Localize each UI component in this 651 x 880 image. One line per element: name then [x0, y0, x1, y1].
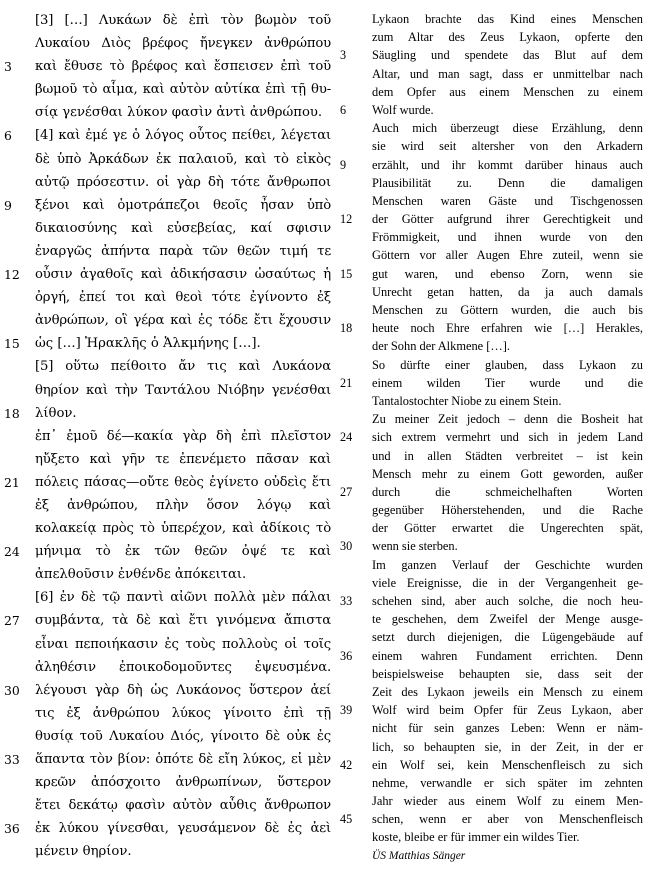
text-line [332, 428, 647, 446]
line-number [0, 101, 35, 124]
line-text: ein Wolf sei, kein Menschenfleisch zu sich [372, 757, 643, 772]
line-text: πόλεις πάσας—οὔτε θεὸς ἐγίνετο οὐδεὶς ἔτι [35, 474, 331, 490]
text-line [332, 137, 647, 155]
line-text: ἐπ᾽ ἐμοῦ δέ—κακία γὰρ δὴ ἐπὶ πλεῖστον [35, 428, 331, 444]
line-text: Λυκαίου Διὸς βρέφος ἤνεγκεν ἀνθρώπου [35, 36, 331, 52]
line-text: ἐναργῶς ἀπήντα παρὰ τῶν θεῶν τιμή τε [35, 243, 331, 259]
line-text: [4] καὶ ἐμέ γε ὁ λόγος οὗτος πείθει, λέγεται [35, 128, 331, 144]
line-number [332, 137, 372, 155]
line-number [0, 633, 35, 656]
line-text: Tantalostochter Niobe zu einem Stein. [372, 393, 562, 408]
line-text: lich, so behaupten sie, in der Zeit, in der er [372, 739, 643, 754]
text-line [332, 447, 647, 465]
text-line [0, 563, 332, 586]
line-number [0, 379, 35, 402]
line-text: Plausibilität zu. Denn die damaligen [372, 175, 643, 190]
line-number [332, 665, 372, 683]
line-text: schen, wenn er aber von Menschenfleisch [372, 812, 643, 827]
line-text: δὲ ὑπὸ Ἀρκάδων ἐκ παλαιοῦ, καὶ τὸ εἰκὸς [35, 151, 331, 167]
text-line [332, 665, 647, 683]
text-line [0, 609, 332, 632]
text-line [0, 171, 332, 194]
line-text: der Götter erwartet die Ungerechten spät, [372, 521, 643, 536]
line-text: βωμοῦ τὸ αἷμα, καὶ αὐτὸν αὐτίκα ἐπὶ τῇ θυ- [35, 82, 331, 98]
line-number: 12 [340, 212, 353, 227]
line-text: καὶ ἔθυσε τὸ βρέφος καὶ ἔσπεισεν ἐπὶ τοῦ [35, 59, 331, 75]
line-text: [3] […] Λυκάων δὲ ἐπὶ τὸν βωμὸν τοῦ [35, 13, 331, 28]
line-number: 24 [4, 544, 20, 560]
line-text: ἐκ λύκου γίνεσθαι, γευσάμενον δὲ ἐς ἀεὶ [35, 821, 331, 837]
text-line [332, 210, 647, 228]
line-number [0, 240, 35, 263]
text-line [0, 263, 332, 286]
text-line [0, 517, 332, 540]
line-number [332, 628, 372, 646]
text-line [332, 119, 647, 137]
line-text: te geschehen, dem Zweifel der Menge ausge- [372, 612, 643, 627]
text-line [0, 240, 332, 263]
line-number: 36 [340, 648, 353, 663]
line-text: Säugling und spendete das Blut auf dem [372, 48, 643, 63]
text-line [0, 32, 332, 55]
line-text: zum Altar des Zeus Lykaon, opferte den [372, 30, 643, 45]
text-line [332, 610, 647, 628]
line-text: erzählt, und ihr kommt darüber hinaus auch [372, 157, 643, 172]
line-text: der Sohn der Alkmene […]. [372, 339, 510, 354]
line-number: 3 [4, 59, 12, 75]
text-line [332, 337, 647, 355]
text-line [332, 701, 647, 719]
line-text: ἔτει δεκάτῳ φασὶν αὐτὸν αὖθις ἄνθρωπον [35, 798, 331, 814]
line-number: 12 [4, 267, 20, 283]
line-number: 9 [4, 197, 12, 213]
line-text: So dürfte einer glauben, dass Lykaon zu [372, 357, 643, 372]
line-number: 21 [340, 375, 353, 390]
line-number [332, 337, 372, 355]
line-text: Göttern vor aller Augen Ehre zuteil, wenn sie [372, 248, 643, 263]
line-number [332, 283, 372, 301]
text-line [332, 628, 647, 646]
text-line [332, 174, 647, 192]
line-text: τις ἐξ ἀνθρώπου λύκος γίνοιτο ἐπὶ τῇ [35, 705, 331, 721]
text-line [0, 55, 332, 78]
line-number: 42 [340, 757, 353, 772]
line-text: Wolf wurde. [372, 102, 434, 117]
text-line [332, 683, 647, 701]
text-line [332, 246, 647, 264]
text-line [332, 228, 647, 246]
line-number [0, 702, 35, 725]
line-number [0, 148, 35, 171]
translator-credit: ÜS Matthias Sänger [372, 849, 466, 862]
line-text: Frömmigkeit, und ihnen wurde von den [372, 230, 643, 245]
line-text: koste, bleibe er für immer ein wildes Tier. [372, 830, 580, 845]
line-number [0, 771, 35, 794]
text-line [332, 46, 647, 64]
text-line [332, 719, 647, 737]
line-text: Menschen zu Göttern wurden, die auch bis [372, 303, 643, 317]
line-text: Im ganzen Verlauf der Geschichte wurden [372, 557, 643, 572]
line-text: ἐξ ἀνθρώπου, πλὴν ὅσον λόγῳ καὶ [35, 497, 331, 513]
line-number [332, 10, 372, 28]
line-number [332, 719, 372, 737]
line-number [332, 828, 372, 846]
text-line [332, 356, 647, 374]
line-number [0, 725, 35, 748]
line-text: der Götter aufgrund ihrer Gerechtigkeit und [372, 212, 643, 227]
text-line [332, 647, 647, 665]
line-number [332, 738, 372, 756]
text-line [0, 402, 332, 425]
line-number [332, 610, 372, 628]
line-number [332, 119, 372, 137]
text-line [332, 556, 647, 574]
text-line [332, 828, 647, 846]
line-number [332, 192, 372, 210]
text-line [332, 301, 647, 319]
line-text: κρεῶν ἀπόσχοιτο ἀνθρωπίνων, ὕστερον [35, 775, 331, 791]
line-number [0, 794, 35, 817]
text-line [332, 810, 647, 828]
line-number [332, 574, 372, 592]
line-text: ὡς […] Ἡρακλῆς ὁ Ἀλκμήνης […]. [35, 336, 261, 352]
line-number [0, 217, 35, 240]
text-line [332, 101, 647, 119]
text-line [332, 592, 647, 610]
text-line [0, 379, 332, 402]
line-number [332, 356, 372, 374]
line-number [0, 309, 35, 332]
line-text: sich extrem vermehrt und sich in jedem Land [372, 430, 643, 445]
line-number [0, 9, 35, 32]
line-text: ἀληθέσιν ἐποικοδομοῦντες ἐψευσμένα. [35, 659, 331, 675]
text-line [0, 425, 332, 448]
line-number: 33 [340, 594, 353, 608]
text-line [0, 725, 332, 748]
text-line [0, 194, 332, 217]
line-number [0, 286, 35, 309]
line-text: ἀπελθοῦσιν ἐνθένδε ἀπόκειται. [35, 567, 247, 583]
line-text: οὖσιν ἀγαθοῖς καὶ ἀδικήσασιν ὡσαύτως ἡ [35, 267, 331, 283]
text-line [0, 148, 332, 171]
line-number: 3 [340, 48, 347, 63]
text-line [0, 794, 332, 817]
line-text: wenn sie sterben. [372, 539, 458, 554]
line-text: μένειν θηρίον. [35, 844, 132, 860]
line-number [0, 656, 35, 679]
line-text: viele Ereignisse, die in der Vergangenheit ge- [372, 575, 643, 590]
text-line [0, 217, 332, 240]
text-line [0, 656, 332, 679]
line-number [0, 78, 35, 101]
line-number: 24 [340, 430, 353, 445]
text-line [0, 771, 332, 794]
text-line [0, 448, 332, 471]
line-text: gut waren, und ebenso Zorn, wenn sie [372, 266, 643, 281]
line-number [332, 174, 372, 192]
line-number: 18 [4, 405, 20, 421]
line-text: ἀνθρώπων, οἳ γέρα καὶ ἐς τόδε ἔτι ἔχουσιν [35, 313, 331, 329]
line-text: Wolf wird beim Opfer für Zeus Lykaon, aber [372, 703, 643, 718]
text-line [332, 574, 647, 592]
line-number [332, 301, 372, 319]
text-line [0, 679, 332, 702]
line-text: Menschen waren Gäste und Tischgenossen [372, 193, 643, 208]
text-line [0, 124, 332, 147]
text-line [332, 774, 647, 792]
line-number [332, 447, 372, 465]
line-text: schehen sind, aber auch solche, die noch heu- [372, 594, 643, 608]
text-line [332, 738, 647, 756]
line-number [332, 501, 372, 519]
line-text: und in allen Städten verbreitet – ist kein [372, 448, 643, 463]
text-line [0, 309, 332, 332]
line-number [332, 28, 372, 46]
line-text: μήνιμα τὸ ἐκ τῶν θεῶν ὀψέ τε καὶ [35, 544, 331, 560]
text-line [332, 519, 647, 537]
text-line [0, 840, 332, 863]
line-number [0, 494, 35, 517]
line-text: Jahr wieder aus einem Wolf zu einem Men- [372, 794, 643, 809]
line-number: 6 [340, 102, 347, 117]
line-number [332, 556, 372, 574]
line-text: συμβάντα, τὰ δὲ καὶ ἔτι γινόμενα ἄπιστα [35, 613, 331, 629]
line-text: sie wird seit altersher von den Arkadern [372, 139, 643, 154]
line-text: Auch mich überzeugt diese Erzählung, denn [372, 121, 643, 136]
line-number: 30 [4, 682, 20, 698]
text-line [332, 374, 647, 392]
line-text: setzt durch diejenigen, die Lügengebäude auf [372, 630, 643, 645]
line-number [332, 228, 372, 246]
text-line [332, 483, 647, 501]
line-number [332, 83, 372, 101]
line-text: [6] ἐν δὲ τῷ παντὶ αἰῶνι πολλὰ μὲν πάλαι [35, 590, 331, 606]
line-text: θηρίον καὶ τὴν Ταντάλου Νιόβην γενέσθαι [35, 382, 331, 398]
line-number: 21 [4, 474, 20, 490]
text-line [0, 586, 332, 609]
text-line [0, 494, 332, 517]
line-number [332, 392, 372, 410]
line-text: ἅπαντα τὸν βίον: ὁπότε δὲ εἴη λύκος, εἰ μὲν [35, 752, 331, 767]
line-number: 9 [340, 157, 347, 172]
line-text: dem Opfer aus einem Menschen zu einem [372, 84, 643, 99]
line-text: nicht für sein ganzes Leben: Wenn er näm- [372, 721, 643, 736]
text-line [332, 537, 647, 555]
german-translation-column [332, 0, 647, 864]
line-text: Zeit des Lykaon jeweils ein Mensch zu einem [372, 684, 643, 699]
line-number [332, 465, 372, 483]
line-text: heute noch Ehre erfahren wie […] Herakles, [372, 321, 643, 336]
text-line [332, 392, 647, 410]
text-line [0, 748, 332, 771]
text-line [0, 540, 332, 563]
line-number: 33 [4, 752, 20, 767]
line-number [0, 448, 35, 471]
line-number: 39 [340, 703, 353, 718]
line-text: κολακείᾳ πρὸς τὸ ὑπερέχον, καὶ ἀδίκοις τὸ [35, 521, 331, 537]
line-number: 30 [340, 539, 353, 554]
line-text: Unrecht getan hatten, da ja auch damals [372, 284, 643, 299]
line-text: beispielsweise behaupten sie, dass seit der [372, 666, 643, 681]
line-number [0, 563, 35, 586]
line-number [332, 792, 372, 810]
text-line [0, 9, 332, 32]
text-line [332, 192, 647, 210]
text-line [332, 65, 647, 83]
text-line [0, 332, 332, 355]
line-text: σίᾳ γενέσθαι λύκον φασὶν ἀντὶ ἀνθρώπου. [35, 105, 323, 121]
line-text: nehme, verwandle er sich später im zehnten [372, 775, 643, 790]
line-text: ὀργή, ἐπεί τοι καὶ θεοὶ τότε ἐγίνοντο ἐξ [35, 290, 331, 306]
line-text: einem wilden Tier wurde und die [372, 375, 643, 390]
text-line [332, 10, 647, 28]
text-line [0, 817, 332, 840]
text-line [332, 83, 647, 101]
line-number [332, 65, 372, 83]
text-line [332, 792, 647, 810]
text-line [332, 756, 647, 774]
line-text: Lykaon brachte das Kind eines Menschen [372, 12, 643, 26]
line-text: θυσίᾳ τοῦ Λυκαίου Διός, γίνοιτο δὲ οὐκ ἐς [35, 728, 331, 744]
line-text: Mensch mehr zu einem Gott geworden, außer [372, 466, 643, 481]
line-text: durch die schmeichelhaften Worten [372, 484, 643, 499]
line-text: λέγουσι γὰρ δὴ ὡς Λυκάονος ὕστερον ἀεί [35, 682, 331, 698]
line-number [0, 355, 35, 378]
line-number [0, 517, 35, 540]
text-line [0, 286, 332, 309]
line-number: 45 [340, 812, 353, 827]
text-line [332, 265, 647, 283]
text-line [0, 702, 332, 725]
line-number [332, 683, 372, 701]
line-number [0, 840, 35, 863]
line-text: Altar, und man sagt, dass er unmittelbar nach [372, 66, 643, 81]
line-text: ξένοι καὶ ὁμοτράπεζοι θεοῖς ἦσαν ὑπὸ [35, 197, 331, 213]
text-line [332, 283, 647, 301]
line-text: αὐτῷ πρόσεστιν. οἱ γὰρ δὴ τότε ἄνθρωποι [35, 174, 331, 190]
line-text: δικαιοσύνης καὶ εὐσεβείας, καί σφισιν [35, 220, 331, 236]
text-line [332, 28, 647, 46]
line-number: 27 [340, 484, 353, 499]
text-line [332, 465, 647, 483]
line-text: einem wahren Fundament errichten. Denn [372, 648, 643, 663]
line-number: 15 [4, 336, 20, 352]
line-text: [5] οὕτω πείθοιτο ἄν τις καὶ Λυκάονα [35, 359, 331, 375]
text-line [0, 355, 332, 378]
text-line [332, 501, 647, 519]
text-line [0, 101, 332, 124]
text-line [332, 410, 647, 428]
text-line [0, 471, 332, 494]
text-line [0, 633, 332, 656]
line-number [332, 410, 372, 428]
line-number [0, 32, 35, 55]
line-number: 15 [340, 266, 353, 281]
line-number: 6 [4, 128, 12, 144]
line-text: Zu meiner Zeit jedoch – denn die Bosheit hat [372, 412, 643, 427]
line-text: λίθον. [35, 405, 77, 421]
line-text: gegenüber Höherstehenden, und die Rache [372, 503, 643, 518]
line-number [0, 425, 35, 448]
line-number [332, 774, 372, 792]
line-number: 36 [4, 821, 20, 837]
line-text: ηὔξετο καὶ γῆν τε ἐπενέμετο πᾶσαν καὶ [35, 451, 331, 467]
text-line [0, 78, 332, 101]
line-number: 18 [340, 321, 353, 336]
line-number [0, 171, 35, 194]
text-line [332, 156, 647, 174]
line-number: 27 [4, 613, 20, 629]
line-number [332, 519, 372, 537]
line-number [332, 246, 372, 264]
line-number [0, 586, 35, 609]
line-text: εἶναι πεποιήκασιν ἐς τοὺς πολλοὺς οἱ τοῖς [35, 636, 331, 652]
text-line [332, 319, 647, 337]
